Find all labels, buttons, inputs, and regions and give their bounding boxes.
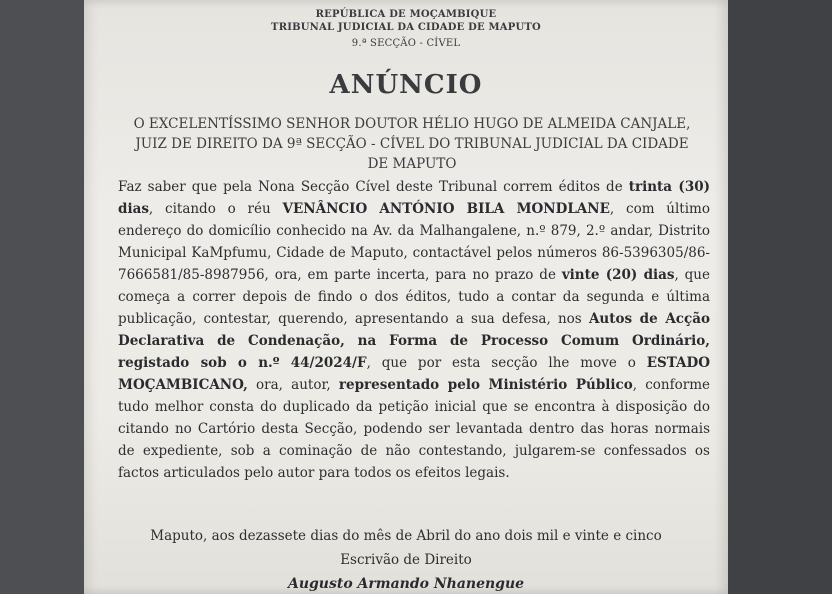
body-text-4: , que começa a correr depois de findo o dos éditos, tudo a contar da segunda e última publicação, contestar, querendo, apresentando a sua defesa, nos [118,267,710,327]
body-text-3: , com último endereço do domicílio conhecido na Av. da Malhangalene, n.º 879, 2.º andar, Distrito Municipal KaMpfumu, Cidade de Maputo, contactável pelos números 86-5396305/86-7666581/85-8987956, ora, em parte incerta, para no prazo de [118,201,710,283]
announcement-body [118,176,710,484]
background-left [0,0,84,594]
body-text-7: , conforme tudo melhor consta do duplicado da petição inicial que se encontra à disposição do citando no Cartório desta Secção, podendo ser levantada dentro das horas normais de expediente, sob a cominação de não contestando, julgarem-se confessados os factos articulados pelo autor para todos os efeitos legais. [118,377,710,481]
signer-role: Escrivão de Direito [340,552,472,568]
header-section: 9.ª SECÇÃO - CÍVEL [351,38,461,49]
body-text-5: , que por esta secção lhe move o [366,355,647,371]
announcement-document [84,0,728,594]
body-bold-deadline-30: trinta (30) dias [118,179,710,217]
judge-intro: O EXCELENTÍSSIMO SENHOR DOUTOR HÉLIO HUGO DE ALMEIDA CANJALE, JUIZ DE DIREITO DA 9ª SECÇÃO - CÍVEL DO TRIBUNAL JUDICIAL DA CIDADE DE MAPUTO [133,116,691,172]
background-right [728,0,832,594]
body-text-2: , citando o réu [148,201,283,217]
body-text-6: ora, autor, [247,377,339,393]
body-bold-defendant: VENÂNCIO ANTÓNIO BILA MONDLANE [282,201,610,217]
header-country: REPÚBLICA DE MOÇAMBIQUE [315,9,497,20]
body-bold-representative: representado pelo Ministério Público [338,377,633,393]
body-bold-deadline-20: vinte (20) dias [561,267,675,283]
document-title: ANÚNCIO [329,70,483,100]
header-court: TRIBUNAL JUDICIAL DA CIDADE DE MAPUTO [271,22,541,33]
body-bold-plaintiff: ESTADO MOÇAMBICANO, [118,355,710,393]
body-text-1: Faz saber que pela Nona Secção Cível deste Tribunal correm éditos de [118,179,629,195]
body-bold-case: Autos de Acção Declarativa de Condenação, na Forma de Processo Comum Ordinário, registado sob o n.º 44/2024/F [118,311,710,371]
signer-name: Augusto Armando Nhanengue [287,576,525,592]
closing-date-line: Maputo, aos dezassete dias do mês de Abril do ano dois mil e vinte e cinco [150,528,662,544]
